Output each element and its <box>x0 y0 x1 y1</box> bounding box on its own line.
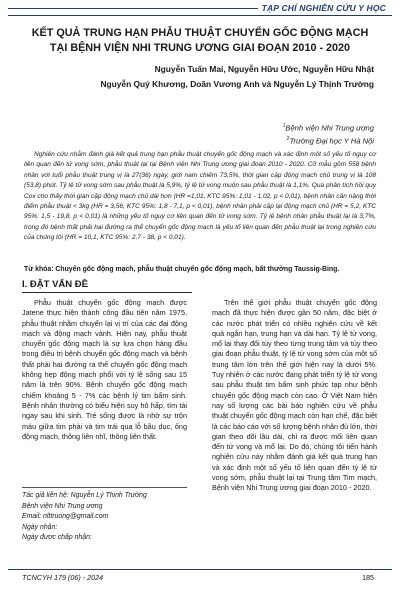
section-heading: I. ĐẶT VẤN ĐỀ <box>22 279 88 290</box>
body-column-left <box>22 298 187 442</box>
footnotes <box>22 491 192 544</box>
footnote-received: Ngày nhận: <box>22 523 58 531</box>
affiliation-1: $^1$Bệnh viện Nhi Trung ương <box>282 123 374 133</box>
footnote-accepted: Ngày được chấp nhận: <box>22 534 92 541</box>
author-list <box>60 62 374 92</box>
title-line-1: KẾT QUẢ TRUNG HẠN PHẪU THUẬT CHUYỂN GỐC ĐỘNG MẠCH <box>31 27 369 39</box>
footnote-org: Bệnh viện Nhi Trung ương <box>22 502 103 510</box>
paragraph-intro-right: Trên thế giới phẫu thuật chuyển gốc động mạch đã thực hiện được gần 50 năm, đặc biệt ở các nước phát triển có nhiều nghiên cứu về kết quả ngắn hạn, trung hạn và dài hạn. Tỷ lệ tử vong, mổ lại thay đổi tùy theo từng trung tâm và tùy theo giai đoạn phẫu thuật, tỷ lệ tử vong sớm của một số trung tâm lớn trên thế giới hiện nay là dưới 5%. Tuy nhiên ở các nước đang phát triển tỷ lệ tử vong sau phẫu thuật tim bẩm sinh phức tạp như bệnh chuyển gốc động mạch còn cao. Ở Việt Nam hiện nay số lượng các bài báo nghiên cứu về phẫu thuật chuyển gốc động mạch còn hạn chế, đặc biệt là các báo cáo với số lượng bệnh nhân đủ lớn, thời gian theo dõi lâu dài, chỉ ra được mối liên quan đến tử vong và mổ lại. Do đó, chúng tôi tiến hành nghiên cứu này nhằm đánh giá kết quả trung hạn và xác định một số yếu tố liên quan đến tỷ lệ tử vong sớm, phẫu thuật lại tại Trung tâm Tim mạch, Bệnh viện Nhi Trung ương giai đoạn 2010 - 2020. <box>212 298 377 493</box>
article-title <box>20 26 380 56</box>
journal-section-label: TẠP CHÍ NGHIÊN CỨU Y HỌC <box>261 3 386 13</box>
footer-page-number: 185 <box>362 573 374 582</box>
body-column-right <box>212 298 377 494</box>
footnote-email: Email: nlttruong@gmail.com <box>22 513 109 520</box>
keywords: Từ khóa: Chuyển gốc động mạch, phẫu thuật chuyển gốc động mạch, bất thường Taussig-Bing. <box>24 266 340 273</box>
affiliation-2: $^2$Trường Đại học Y Hà Nội <box>286 136 374 146</box>
title-line-2: TẠI BỆNH VIỆN NHI TRUNG ƯƠNG GIAI ĐOẠN 2010 - 2020 <box>49 42 351 54</box>
footer-rule <box>8 569 392 570</box>
header-rule <box>8 15 392 16</box>
authors-line-1: Nguyễn Tuấn Mai, Nguyễn Hữu Ước, Nguyễn Hữu Nhật <box>154 64 374 74</box>
header-line <box>8 8 258 9</box>
footnote-author: Tác giả liên hệ: Nguyễn Lý Thịnh Trường <box>22 492 147 499</box>
section-rule <box>22 292 192 293</box>
affiliations <box>283 121 374 147</box>
footer-journal: TCNCYH 179 (06) - 2024 <box>22 573 104 582</box>
paragraph-intro-left: Phẫu thuật chuyển gốc động mạch được Jatene thực hiện thành công đầu tiên năm 1975, phẫu thuật nhằm chuyển lại vị trí của các đại động mạch và động mạch vành. Hiện nay, phẫu thuật chuyển gốc động mạch là sự lựa chọn hàng đầu trong điều trị bệnh chuyển gốc động mạch và bệnh thất phải hai đường ra thể chuyển gốc động mạch không hẹp động mạch phổi với tỷ lệ sống sau 15 năm là trên 90%. Bệnh chuyển gốc động mạch chiếm khoảng 5 - 7% các bệnh lý tim bẩm sinh. Bệnh nhân thường có biểu hiện suy hô hấp, tím tái ngay sau khi sinh. Trẻ sống được là nhờ sự trộn máu giữa tim phải và tim trái qua lỗ bầu dục, ống động mạch, thông liên nhĩ, thông liên thất. <box>22 298 187 441</box>
footnote-rule <box>22 487 187 488</box>
authors-line-2: Nguyễn Quý Khương, Doãn Vương Anh và Nguyễn Lý Thịnh Trường <box>100 79 374 89</box>
abstract: Nghiên cứu nhằm đánh giá kết quả trung hạn phẫu thuật chuyển gốc động mạch và xác định một số yếu tố nguy cơ liên quan đến tử vong sớm, phẫu thuật lại tại Bệnh viện Nhi Trung ương giai đoạn 2010 - 2020. Cỡ mẫu gồm 558 bệnh nhân với tuổi phẫu thuật trung vị là 27(36) ngày, giới nam chiếm 73,5%, thời gian cặp động mạch chủ trung vị là 108 (53,8) phút. Tỷ lệ tử vong sớm sau phẫu thuật là 5,9%, tỷ lệ tử vong muộn sau phẫu thuật là 1,1%. Qua phân tích hồi quy Cox cho thấy thời gian cặp động mạch chủ dài hơn (HR =1,01, KTC 95%: 1,01 - 1,02, p < 0,01), bệnh nhân cân nặng thời điểm phẫu thuật < 3kg (HR = 3,56, KTC 95%: 1,8 - 7,1, p < 0,01), bệnh nhân phải cặp lại động mạch chủ (HR = 5,2, KTC 95%: 1,5 - 19,8, p < 0,01) là những yếu tố nguy cơ liên quan đến tử vong sớm. Tỷ lệ bệnh nhân phẫu thuật lại là 3,7%, trong đó bệnh thất phải hai đường ra thể chuyển gốc động mạch là yếu tố liên quan đến phẫu thuật lại trong nghiên cứu của chúng tôi (HR = 10,1, KTC 95%: 2,7 - 38, p < 0,01). <box>24 151 376 242</box>
